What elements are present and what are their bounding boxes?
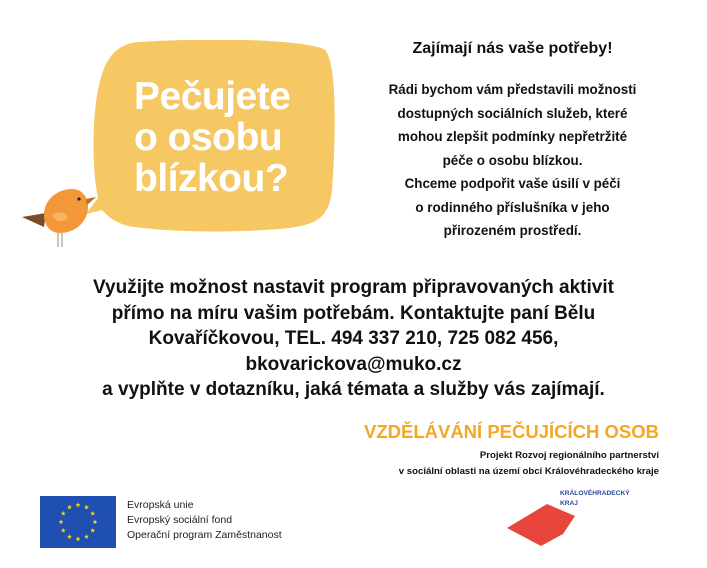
bubble-line: Pečujete	[134, 75, 291, 118]
intro-line: dostupných sociálních služeb, které	[397, 105, 628, 121]
intro-line: o rodinného příslušníka v jeho	[415, 199, 610, 215]
main-line: přímo na míru vašim potřebám. Kontaktujte paní Bělu	[111, 302, 596, 324]
project-description	[399, 448, 659, 480]
eu-logo-text	[127, 498, 282, 543]
intro-block	[345, 40, 680, 243]
bubble-headline	[134, 76, 334, 199]
speech-bubble	[14, 40, 344, 255]
intro-title: Zajímají nás vaše potřeby!	[412, 40, 613, 57]
project-line: v sociální oblasti na území obcí Královéhradeckého kraje	[398, 466, 659, 477]
main-line: Využijte možnost nastavit program připravovaných aktivit	[93, 277, 614, 298]
intro-line: Chceme podpořit vaše úsilí v péči	[404, 176, 621, 191]
bubble-line: blízkou?	[134, 157, 289, 200]
eu-flag-logo	[40, 496, 116, 548]
kraj-line: KRÁLOVÉHRADECKÝ	[560, 490, 630, 497]
main-call-to-action	[0, 275, 707, 403]
intro-line: mohou zlepšit podmínky nepřetržité	[397, 129, 628, 144]
main-line: Kovaříčkovou, TEL. 494 337 210, 725 082 456,	[148, 328, 559, 349]
intro-line: přirozeném prostředí.	[443, 223, 582, 238]
project-line: Projekt Rozvoj regionálního partnerství	[479, 450, 659, 461]
kraj-logo-text	[560, 489, 630, 509]
kraj-line: KRAJ	[560, 500, 578, 507]
eu-line: Evropská unie	[127, 499, 194, 511]
eu-line: Operační program Zaměstnanost	[127, 529, 282, 541]
contact-email: bkovarickova@muko.cz	[245, 353, 462, 375]
main-line: a vyplňte v dotazníku, jaká témata a služby vás zajímají.	[102, 379, 605, 400]
intro-line: Rádi bychom vám představili možnosti	[388, 82, 637, 97]
bubble-line: o osobu	[134, 116, 283, 159]
eu-line: Evropský sociální fond	[127, 514, 233, 526]
program-title: VZDĚLÁVÁNÍ PEČUJÍCÍCH OSOB	[363, 421, 659, 442]
intro-body	[345, 78, 680, 243]
intro-line: péče o osobu blízkou.	[442, 152, 583, 168]
bird-icon	[14, 175, 104, 255]
